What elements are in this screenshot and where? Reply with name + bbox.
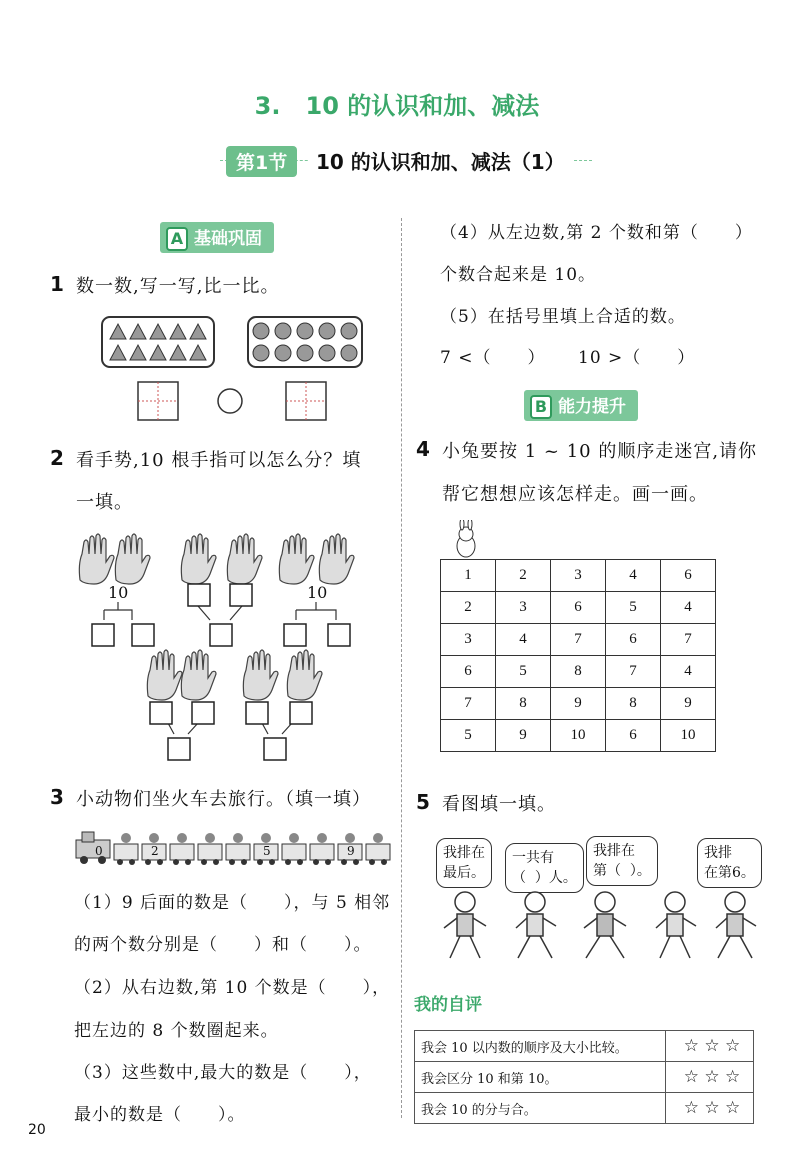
q1-figure bbox=[100, 314, 370, 424]
table-row bbox=[415, 1031, 754, 1062]
maze-cell[interactable]: 9 bbox=[496, 720, 551, 752]
q2-figure bbox=[70, 528, 370, 768]
maze-cell[interactable]: 6 bbox=[606, 624, 661, 656]
maze-cell[interactable]: 9 bbox=[661, 688, 716, 720]
hand-icon bbox=[147, 650, 216, 700]
speech-bubble: 我排 在第6。 bbox=[697, 838, 762, 888]
maze-row bbox=[441, 688, 716, 720]
inequality-2: 10 >（ ） bbox=[578, 348, 696, 368]
train-number: 5 bbox=[263, 844, 271, 858]
maze-cell[interactable]: 6 bbox=[661, 560, 716, 592]
maze-cell[interactable]: 4 bbox=[661, 656, 716, 688]
maze-row bbox=[441, 624, 716, 656]
child-icon bbox=[656, 892, 696, 958]
maze-cell[interactable]: 7 bbox=[661, 624, 716, 656]
maze-cell[interactable]: 8 bbox=[606, 688, 661, 720]
hand-icon bbox=[79, 534, 150, 584]
maze-cell[interactable]: 9 bbox=[551, 688, 606, 720]
maze-cell[interactable]: 6 bbox=[441, 656, 496, 688]
train-icon bbox=[76, 832, 110, 864]
q2-top-left-number: 10 bbox=[108, 583, 129, 602]
q4-number: 4 bbox=[416, 437, 430, 461]
q3-line: （4）从左边数,第 2 个数和第（ ） bbox=[440, 223, 753, 243]
hand-icon bbox=[181, 534, 262, 584]
star-rating[interactable]: ☆ ☆ ☆ bbox=[666, 1031, 754, 1062]
maze-row bbox=[441, 720, 716, 752]
maze-cell[interactable]: 6 bbox=[606, 720, 661, 752]
maze-cell[interactable]: 3 bbox=[441, 624, 496, 656]
section-tag: 第1节 bbox=[226, 146, 297, 177]
eval-item: 我会 10 以内数的顺序及大小比较。 bbox=[415, 1031, 666, 1062]
children-figure bbox=[420, 886, 760, 966]
eval-item: 我会区分 10 和第 10。 bbox=[415, 1062, 666, 1093]
inequality-1: 7 <（ ） bbox=[440, 348, 546, 368]
self-eval-table bbox=[414, 1030, 754, 1124]
maze-cell[interactable]: 10 bbox=[661, 720, 716, 752]
column-divider bbox=[401, 218, 402, 1118]
table-row bbox=[415, 1062, 754, 1093]
maze-cell[interactable]: 6 bbox=[551, 592, 606, 624]
q3-line: （2）从右边数,第 10 个数是（ ）， bbox=[74, 978, 391, 998]
maze-cell[interactable]: 8 bbox=[551, 656, 606, 688]
page-number: 20 bbox=[28, 1122, 46, 1138]
child-icon bbox=[444, 892, 486, 958]
child-icon bbox=[516, 892, 556, 958]
compare-circle bbox=[218, 389, 242, 413]
maze-cell[interactable]: 4 bbox=[661, 592, 716, 624]
star-rating[interactable]: ☆ ☆ ☆ bbox=[666, 1062, 754, 1093]
q4-line2: 帮它想想应该怎样走。画一画。 bbox=[442, 484, 708, 505]
q5-text: 看图填一填。 bbox=[442, 794, 556, 815]
maze-grid bbox=[440, 559, 716, 752]
q5-number: 5 bbox=[416, 790, 430, 814]
speech-bubble: 一共有 （ ）人。 bbox=[505, 843, 584, 893]
maze-row bbox=[441, 560, 716, 592]
maze-cell[interactable]: 8 bbox=[496, 688, 551, 720]
maze-row bbox=[441, 592, 716, 624]
q3-line: 把左边的 8 个数圈起来。 bbox=[74, 1021, 279, 1041]
q2-line2: 一填。 bbox=[76, 492, 133, 513]
hand-icon bbox=[279, 534, 354, 584]
child-icon bbox=[584, 892, 626, 958]
table-row bbox=[415, 1093, 754, 1124]
maze-cell[interactable]: 3 bbox=[551, 560, 606, 592]
badge-a bbox=[160, 222, 274, 253]
maze-cell[interactable]: 4 bbox=[606, 560, 661, 592]
badge-b-letter: B bbox=[530, 395, 552, 419]
q2-top-right-number: 10 bbox=[307, 583, 328, 602]
maze-cell[interactable]: 2 bbox=[496, 560, 551, 592]
maze-cell[interactable]: 5 bbox=[496, 656, 551, 688]
train-number: 0 bbox=[95, 844, 103, 858]
badge-a-letter: A bbox=[166, 227, 188, 251]
q2-number: 2 bbox=[50, 446, 64, 470]
star-rating[interactable]: ☆ ☆ ☆ bbox=[666, 1093, 754, 1124]
q1-number: 1 bbox=[50, 272, 64, 296]
q3-line: 个数合起来是 10。 bbox=[440, 265, 597, 285]
section-title: 10 的认识和加、减法（1） bbox=[308, 146, 573, 175]
child-icon bbox=[716, 892, 756, 958]
q3-line: 的两个数分别是（ ）和（ ）。 bbox=[74, 935, 372, 955]
q3-line: （5）在括号里填上合适的数。 bbox=[440, 307, 686, 327]
q3-line: 最小的数是（ ）。 bbox=[74, 1105, 246, 1125]
self-eval-title: 我的自评 bbox=[414, 995, 482, 1015]
maze-row bbox=[441, 656, 716, 688]
section-header bbox=[220, 146, 592, 178]
eval-item: 我会 10 的分与合。 bbox=[415, 1093, 666, 1124]
hand-icon bbox=[243, 650, 322, 700]
q3-number: 3 bbox=[50, 785, 64, 809]
q3-line: （1）9 后面的数是（ ），与 5 相邻 bbox=[74, 893, 391, 913]
chapter-title: 3. 10 的认识和加、减法 bbox=[254, 92, 540, 120]
maze-cell[interactable]: 2 bbox=[441, 592, 496, 624]
speech-bubble: 我排在 第（ ）。 bbox=[586, 836, 658, 886]
q4-line1: 小兔要按 1 ~ 10 的顺序走迷宫,请你 bbox=[442, 441, 758, 462]
animal-icons bbox=[121, 833, 383, 843]
q1-text: 数一数,写一写,比一比。 bbox=[76, 276, 280, 297]
badge-b-label: 能力提升 bbox=[558, 397, 626, 417]
maze-cell[interactable]: 4 bbox=[496, 624, 551, 656]
maze-cell[interactable]: 5 bbox=[441, 720, 496, 752]
maze-cell[interactable]: 1 bbox=[441, 560, 496, 592]
maze-cell[interactable]: 7 bbox=[441, 688, 496, 720]
speech-bubble: 我排在 最后。 bbox=[436, 838, 492, 888]
q3-text: 小动物们坐火车去旅行。（填一填） bbox=[76, 789, 371, 810]
maze-cell[interactable]: 7 bbox=[551, 624, 606, 656]
maze-cell[interactable]: 10 bbox=[551, 720, 606, 752]
train-number: 9 bbox=[347, 844, 355, 858]
maze-cell[interactable]: 3 bbox=[496, 592, 551, 624]
train-number: 2 bbox=[151, 844, 159, 858]
maze-cell[interactable]: 5 bbox=[606, 592, 661, 624]
q3-line: （3）这些数中,最大的数是（ ）， bbox=[74, 1063, 372, 1083]
maze-cell[interactable]: 7 bbox=[606, 656, 661, 688]
badge-b bbox=[524, 390, 638, 421]
rabbit-icon bbox=[448, 520, 484, 560]
badge-a-label: 基础巩固 bbox=[194, 229, 262, 249]
q2-line1: 看手势,10 根手指可以怎么分？填 bbox=[76, 450, 362, 471]
